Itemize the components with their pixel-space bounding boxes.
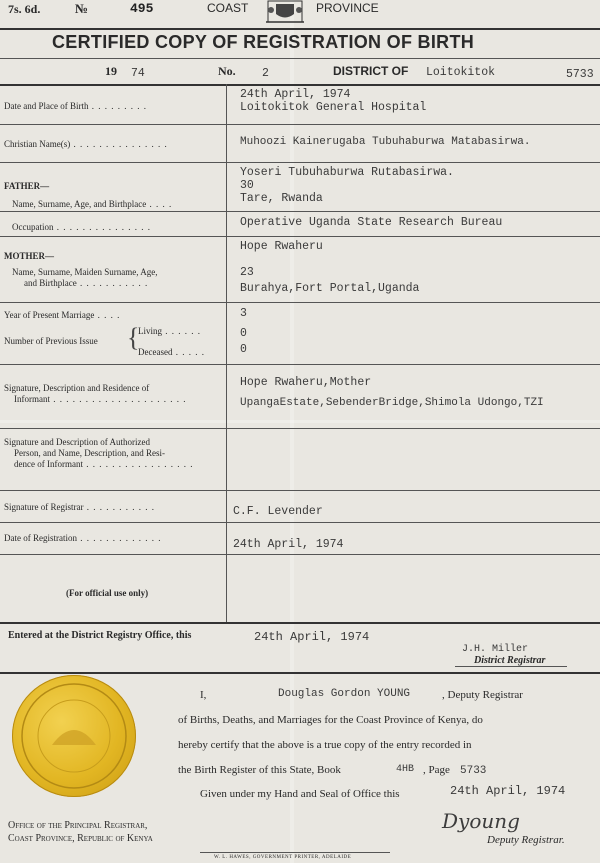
informant-label-line2: Informant . . . . . . . . . . . . . . . . . . . . . [14, 394, 187, 404]
date-place-label: Date and Place of Birth . . . . . . . . . [4, 101, 147, 111]
marriage-year-value: 3 [240, 307, 247, 320]
row-divider [0, 124, 600, 125]
authorized-label-line3: dence of Informant . . . . . . . . . . . . . . . . . [14, 459, 194, 469]
deceased-label: Deceased . . . . . [138, 347, 205, 357]
coat-of-arms-icon [262, 0, 308, 24]
living-value: 0 [240, 327, 247, 340]
row-divider [0, 236, 600, 237]
mother-age-value: 23 [240, 266, 254, 279]
header-left-word: COAST [207, 1, 249, 15]
district-value: Loitokitok [426, 66, 496, 79]
fold-line [290, 0, 294, 863]
district-registrar-title: District Registrar [474, 655, 546, 666]
deputy-name: Douglas Gordon YOUNG [278, 688, 411, 700]
header-right-word: PROVINCE [316, 1, 379, 15]
given-date: 24th April, 1974 [450, 784, 566, 798]
row-divider [0, 428, 600, 429]
row-divider [0, 364, 600, 365]
father-name-value: Yoseri Tubuhaburwa Rutabasirwa. [240, 166, 454, 179]
fee-text: 7s. 6d. [8, 2, 41, 16]
cert-line1-suffix: , Deputy Registrar [442, 689, 523, 701]
cert-line4: the Birth Register of this State, Book [178, 764, 341, 776]
page-number: 5733 [460, 765, 487, 777]
registration-date-label: Date of Registration . . . . . . . . . . . . . [4, 533, 162, 543]
row-divider [0, 162, 600, 163]
mother-name-label-line2: and Birthplace . . . . . . . . . . . [24, 278, 149, 288]
district-code: 5733 [566, 68, 594, 81]
office-line2: Coast Province, Republic of Kenya [8, 833, 153, 844]
mother-name-label-line1: Name, Surname, Maiden Surname, Age, [12, 267, 158, 277]
informant-label-line1: Signature, Description and Residence of [4, 383, 150, 393]
birth-place-value: Loitokitok General Hospital [240, 101, 427, 114]
cert-line5: Given under my Hand and Seal of Office this [200, 788, 400, 800]
previous-issue-label: Number of Previous Issue [4, 336, 98, 346]
year-suffix: 74 [131, 67, 145, 80]
divider [0, 58, 600, 59]
brace-icon: { [127, 323, 140, 352]
number-value: 2 [262, 67, 269, 80]
row-divider [0, 302, 600, 303]
official-use-label: (For official use only) [66, 588, 149, 598]
authorized-label-line2: Person, and Name, Description, and Resi- [14, 448, 165, 458]
cert-i: I, [200, 689, 207, 701]
book-number: 4HB [396, 764, 415, 775]
column-divider [226, 84, 227, 622]
father-name-label: Name, Surname, Age, and Birthplace . . . . [12, 199, 173, 209]
christian-name-label: Christian Name(s) . . . . . . . . . . . . . . . [4, 139, 168, 149]
marriage-year-label: Year of Present Marriage . . . . [4, 310, 121, 320]
entered-date: 24th April, 1974 [254, 630, 370, 644]
father-heading: FATHER— [4, 181, 50, 191]
mother-name-value: Hope Rwaheru [240, 240, 323, 253]
year-prefix: 19 [105, 64, 117, 78]
father-occupation-label: Occupation . . . . . . . . . . . . . . . [12, 222, 151, 232]
signature-line [455, 666, 567, 667]
row-divider [0, 522, 600, 523]
divider [200, 852, 390, 853]
father-birthplace-value: Tare, Rwanda [240, 192, 323, 205]
father-occupation-value: Operative Uganda State Research Bureau [240, 216, 503, 229]
divider [0, 672, 600, 674]
christian-name-value: Muhoozi Kainerugaba Tubuhaburwa Matabasirwa. [240, 136, 531, 148]
number-symbol: № [75, 1, 89, 16]
entered-label: Entered at the District Registry Office, this [8, 630, 192, 641]
divider [0, 622, 600, 624]
registration-date-value: 24th April, 1974 [233, 538, 344, 551]
authorized-label-line1: Signature and Description of Authorized [4, 437, 150, 447]
father-age-value: 30 [240, 179, 254, 192]
cert-line3: hereby certify that the above is a true copy of the entry recorded in [178, 739, 472, 751]
living-label: Living . . . . . . [138, 326, 201, 336]
fold-line [0, 420, 600, 423]
divider [0, 28, 600, 30]
number-label: No. [218, 64, 236, 78]
gold-seal-icon [12, 675, 136, 797]
mother-birthplace-value: Burahya,Fort Portal,Uganda [240, 282, 420, 295]
certificate-number: 495 [130, 1, 154, 16]
registrar-signature-label: Signature of Registrar . . . . . . . . . . . [4, 502, 155, 512]
page-title: CERTIFIED COPY OF REGISTRATION OF BIRTH [52, 32, 475, 52]
printer-credit: W. L. HAWES, GOVERNMENT PRINTER, ADELAIDE [214, 855, 352, 860]
district-label: DISTRICT OF [333, 64, 409, 78]
deputy-registrar-title: Deputy Registrar. [487, 834, 565, 846]
office-line1: Office of the Principal Registrar, [8, 820, 148, 831]
row-divider [0, 490, 600, 491]
row-divider [0, 554, 600, 555]
district-registrar-name: J.H. Miller [462, 644, 529, 655]
divider [0, 84, 600, 86]
cert-line2: of Births, Deaths, and Marriages for the Coast Province of Kenya, do [178, 714, 483, 726]
informant-name-value: Hope Rwaheru,Mother [240, 376, 372, 389]
birth-date-value: 24th April, 1974 [240, 88, 351, 101]
deceased-value: 0 [240, 343, 247, 356]
informant-residence-value: UpangaEstate,SebenderBridge,Shimola Udongo,TZI [240, 397, 544, 409]
row-divider [0, 211, 600, 212]
mother-heading: MOTHER— [4, 251, 55, 261]
deputy-signature: Dyoung [442, 809, 520, 833]
registrar-signature-value: C.F. Levender [233, 505, 323, 518]
page-label: , Page [423, 764, 450, 776]
